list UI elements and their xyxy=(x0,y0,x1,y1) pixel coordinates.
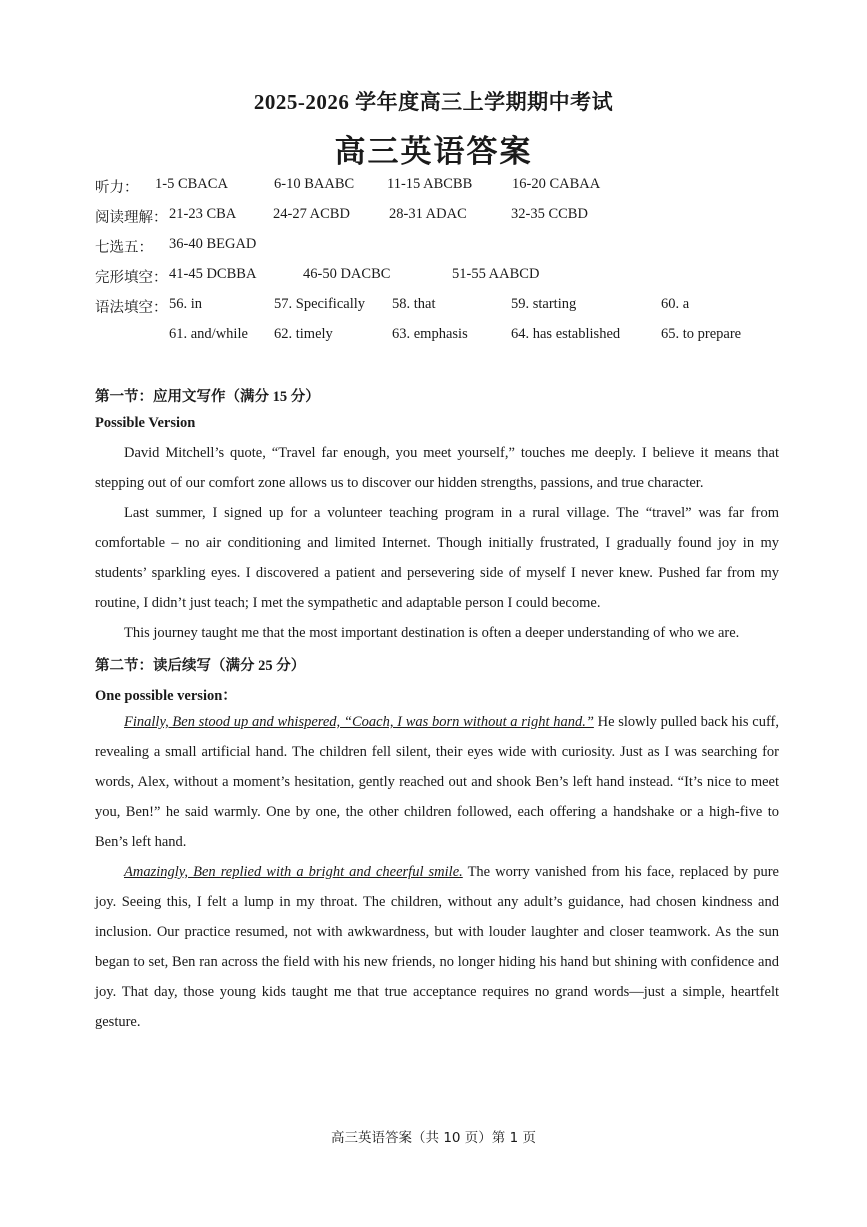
section2-paragraph-1 xyxy=(95,707,779,857)
answer-item: 21-23 CBA xyxy=(169,206,237,222)
answer-item: 46-50 DACBC xyxy=(303,266,391,282)
answer-item: 28-31 ADAC xyxy=(389,206,467,222)
subject-title: 高三英语答案 xyxy=(334,134,533,170)
answer-item: 57. Specifically xyxy=(274,296,366,312)
answer-item: 62. timely xyxy=(274,326,333,342)
answer-item: 6-10 BAABC xyxy=(274,176,355,192)
section1-heading: 第一节：应用文写作（满分 15 分） xyxy=(95,389,320,405)
answer-item: 63. emphasis xyxy=(392,326,468,342)
section1-version-label: Possible Version xyxy=(95,415,196,431)
paragraph-body: The worry vanished from his face, replaced by pure joy. Seeing this, I felt a lump in my throat. The children, without any adult’s guidance, had chosen kindness and inclusion. Our practice resumed, not with awkwardness, but with louder laughter and closer teamwork. As the sun began to set, Ben ran across the field with his new friends, no longer hiding his hand but shining with confidence and joy. That day, those young kids taught me that true acceptance requires no grand words—just a simple, heartfelt gesture. xyxy=(95,864,779,1030)
answer-item: 16-20 CABAA xyxy=(512,176,601,192)
seven-choose-five-label: 七选五： xyxy=(95,240,153,256)
answer-item: 58. that xyxy=(392,296,436,312)
cloze-label: 完形填空： xyxy=(95,270,168,286)
section2-version-label: One possible version： xyxy=(95,688,237,704)
answer-item: 51-55 AABCD xyxy=(452,266,540,282)
answer-item: 60. a xyxy=(661,296,690,312)
answer-item: 59. starting xyxy=(511,296,577,312)
answer-item: 56. in xyxy=(169,296,203,312)
paragraph-body: He slowly pulled back his cuff, revealing a small artificial hand. The children fell silent, their eyes wide with curiosity. Just as I was searching for words, Alex, without a moment’s hesitation, gently reached out and shook Ben’s left hand instead. “It’s nice to meet you, Ben!” he said warmly. One by one, the other children followed, each offering a handshake or a high-five to Ben’s left hand. xyxy=(95,714,779,850)
answer-item: 41-45 DCBBA xyxy=(169,266,257,282)
answer-item: 1-5 CBACA xyxy=(155,176,228,192)
answer-item: 24-27 ACBD xyxy=(273,206,350,222)
answer-item: 64. has established xyxy=(511,326,621,342)
section1-paragraph: David Mitchell’s quote, “Travel far enough, you meet yourself,” touches me deeply. I believe it means that stepping out of our comfort zone allows us to discover our hidden strengths, passions, and true character. xyxy=(95,445,779,491)
answer-item: 61. and/while xyxy=(169,326,248,342)
answer-item: 32-35 CCBD xyxy=(511,206,588,222)
section2-heading: 第二节：读后续写（满分 25 分） xyxy=(95,658,306,674)
answer-item: 65. to prepare xyxy=(661,326,742,342)
listening-label: 听力： xyxy=(95,180,139,196)
given-opening-sentence: Finally, Ben stood up and whispered, “Coach, I was born without a right hand.” xyxy=(124,714,594,730)
section1-paragraph: Last summer, I signed up for a volunteer teaching program in a rural village. The “travel” was far from comfortable – no air conditioning and limited Internet. Though initially frustrated, I gradually found joy in my students’ sparkling eyes. I discovered a patient and persevering side of myself I never knew. Pushed far from my routine, I didn’t just teach; I met the sympathetic and adaptable person I could become. xyxy=(95,505,779,611)
exam-title: 2025-2026 学年度高三上学期期中考试 xyxy=(253,90,614,114)
answer-item: 11-15 ABCBB xyxy=(387,176,473,192)
section2-paragraph-2 xyxy=(95,857,779,1037)
page-footer: 高三英语答案（共 10 页）第 1 页 xyxy=(331,1130,536,1146)
grammar-label: 语法填空： xyxy=(95,300,168,316)
given-opening-sentence: Amazingly, Ben replied with a bright and cheerful smile. xyxy=(124,864,463,880)
section1-paragraph: This journey taught me that the most important destination is often a deeper understanding of who we are. xyxy=(124,625,740,641)
answer-item: 36-40 BEGAD xyxy=(169,236,257,252)
reading-label: 阅读理解： xyxy=(95,210,168,226)
